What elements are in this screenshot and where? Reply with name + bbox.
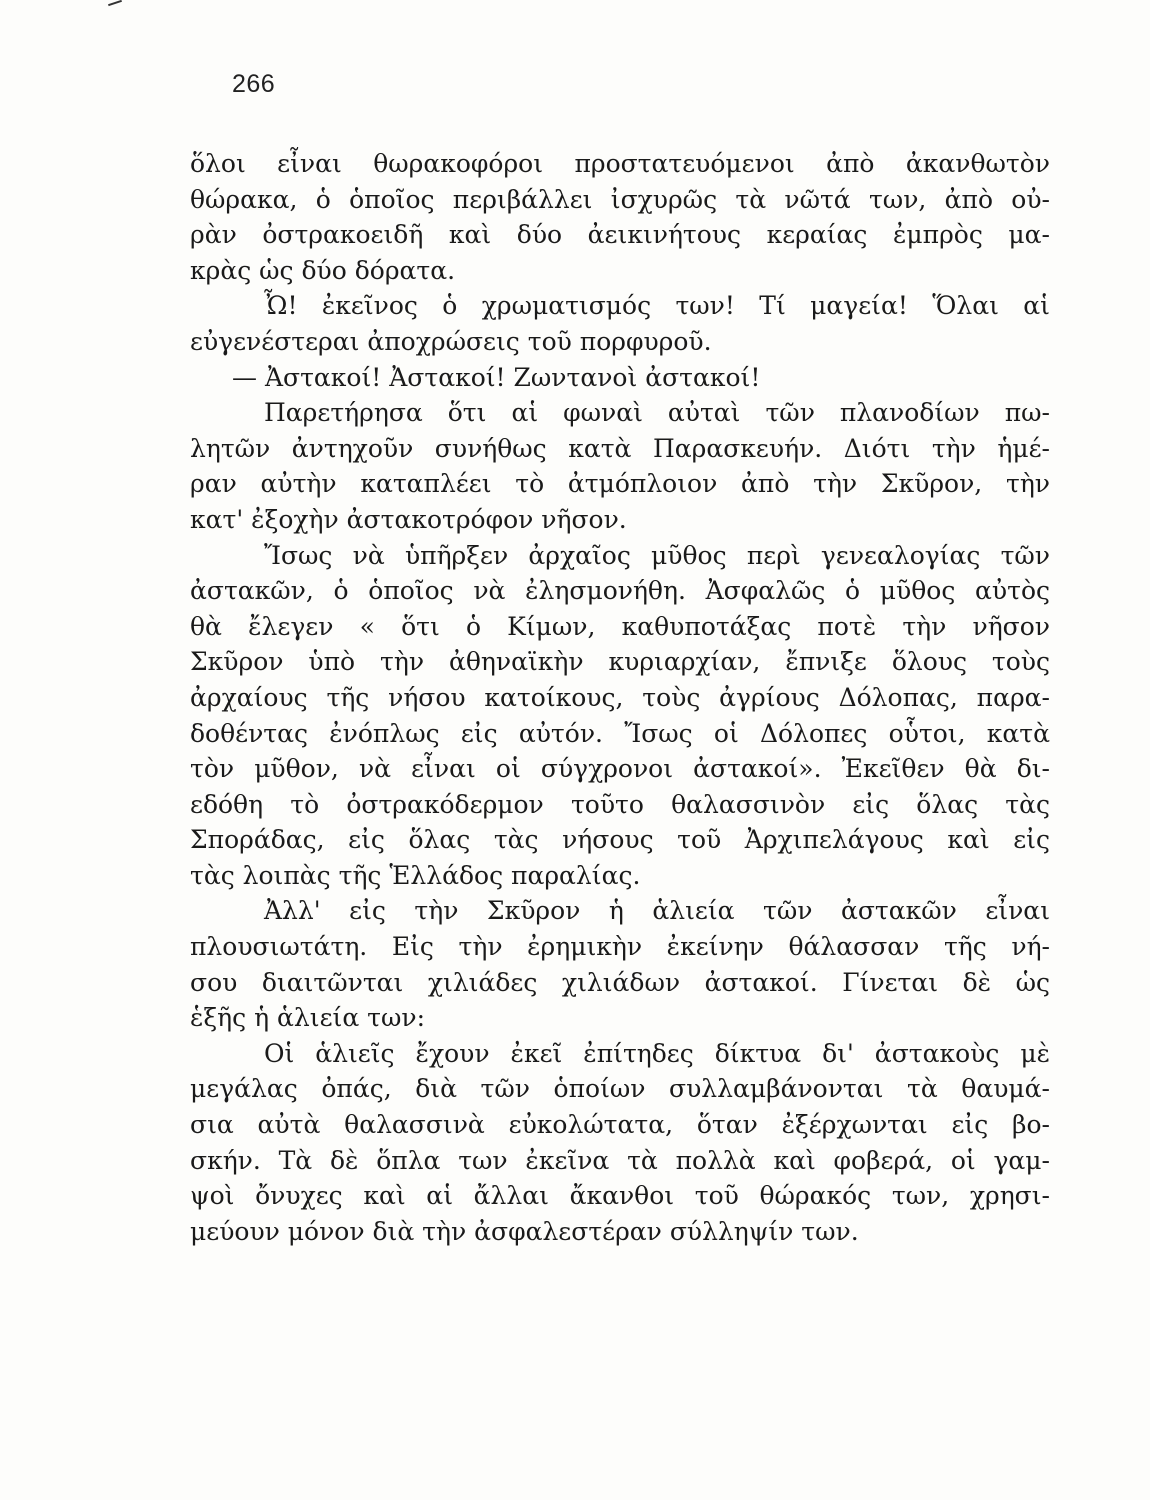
text-line: τὸν μῦθον, νὰ εἶναι οἱ σύγχρονοι ἀστακοί». Ἐκεῖθεν θὰ δι- <box>190 754 1050 784</box>
text-line: μεγάλας ὀπάς, διὰ τῶν ὁποίων συλλαμβάνονται τὰ θαυμά- <box>190 1074 1050 1104</box>
text-line: εὐγενέστεραι ἀποχρώσεις τοῦ πορφυροῦ. <box>190 326 712 356</box>
page-number: 266 <box>232 70 276 98</box>
text-line: κατ' ἐξοχὴν ἀστακοτρόφον νῆσον. <box>190 504 627 534</box>
text-line: ρὰν ὀστρακοειδῆ καὶ δύο ἀεικινήτους κεραίας ἐμπρὸς μα- <box>190 220 1050 250</box>
text-line: ραν αὐτὴν καταπλέει τὸ ἀτμόπλοιον ἀπὸ τὴν Σκῦρον, τὴν <box>190 469 1050 499</box>
body-text <box>190 146 1050 1249</box>
text-line: δοθέντας ἐνόπλως εἰς αὐτόν. Ἴσως οἱ Δόλοπες οὗτοι, κατὰ <box>190 718 1050 748</box>
text-line: ἀστακῶν, ὁ ὁποῖος νὰ ἐλησμονήθη. Ἀσφαλῶς ὁ μῦθος αὐτὸς <box>190 576 1050 606</box>
scan-mark <box>108 0 122 6</box>
text-line: Ἴσως νὰ ὑπῆρξεν ἀρχαῖος μῦθος περὶ γενεαλογίας τῶν <box>264 540 1050 570</box>
text-line: Παρετήρησα ὅτι αἱ φωναὶ αὐταὶ τῶν πλανοδίων πω- <box>264 398 1050 428</box>
text-line: Σκῦρον ὑπὸ τὴν ἀθηναϊκὴν κυριαρχίαν, ἔπνιξε ὅλους τοὺς <box>190 647 1050 677</box>
text-line: Σποράδας, εἰς ὅλας τὰς νήσους τοῦ Ἀρχιπελάγους καὶ εἰς <box>190 825 1050 855</box>
text-line: ψοὶ ὄνυχες καὶ αἱ ἄλλαι ἄκανθοι τοῦ θώρακός των, χρησι- <box>190 1181 1050 1211</box>
text-line: σου διαιτῶνται χιλιάδες χιλιάδων ἀστακοί. Γίνεται δὲ ὡς <box>190 967 1050 997</box>
text-line: θώρακα, ὁ ὁποῖος περιβάλλει ἰσχυρῶς τὰ νῶτά των, ἀπὸ οὐ- <box>190 184 1050 214</box>
text-line: ὅλοι εἶναι θωρακοφόροι προστατευόμενοι ἀπὸ ἀκανθωτὸν <box>190 149 1050 178</box>
text-line: σκήν. Τὰ δὲ ὅπλα των ἐκεῖνα τὰ πολλὰ καὶ φοβερά, οἱ γαμ- <box>190 1145 1050 1175</box>
text-line: μεύουν μόνον διὰ τὴν ἀσφαλεστέραν σύλληψίν των. <box>190 1216 859 1246</box>
text-line: σια αὐτὰ θαλασσινὰ εὐκολώτατα, ὅταν ἐξέρχωνται εἰς βο- <box>190 1110 1050 1140</box>
text-line: λητῶν ἀντηχοῦν συνήθως κατὰ Παρασκευήν. Διότι τὴν ἡμέ- <box>190 433 1050 463</box>
text-line: τὰς λοιπὰς τῆς Ἑλλάδος παραλίας. <box>190 860 641 890</box>
text-line: κρὰς ὡς δύο δόρατα. <box>190 255 456 285</box>
text-line: Ὦ! ἐκεῖνος ὁ χρωματισμός των! Τί μαγεία! Ὅλαι αἱ <box>264 291 1050 321</box>
text-line: — Ἀστακοί! Ἀστακοί! Ζωντανοὶ ἀστακοί! <box>232 362 761 392</box>
text-line: ἀρχαίους τῆς νήσου κατοίκους, τοὺς ἀγρίους Δόλοπας, παρα- <box>190 682 1050 712</box>
text-line: θὰ ἔλεγεν « ὅτι ὁ Κίμων, καθυποτάξας ποτὲ τὴν νῆσον <box>190 611 1050 641</box>
text-line: Ἀλλ' εἰς τὴν Σκῦρον ἡ ἁλιεία τῶν ἀστακῶν εἶναι <box>264 896 1050 926</box>
text-line: πλουσιωτάτη. Εἰς τὴν ἐρημικὴν ἐκείνην θάλασσαν τῆς νή- <box>190 932 1050 962</box>
text-line: εδόθη τὸ ὀστρακόδερμον τοῦτο θαλασσινὸν εἰς ὅλας τὰς <box>190 789 1050 819</box>
text-line: ἑξῆς ἡ ἁλιεία των: <box>190 1003 425 1033</box>
text-line: Οἱ ἁλιεῖς ἔχουν ἐκεῖ ἐπίτηδες δίκτυα δι' ἀστακοὺς μὲ <box>264 1038 1050 1068</box>
